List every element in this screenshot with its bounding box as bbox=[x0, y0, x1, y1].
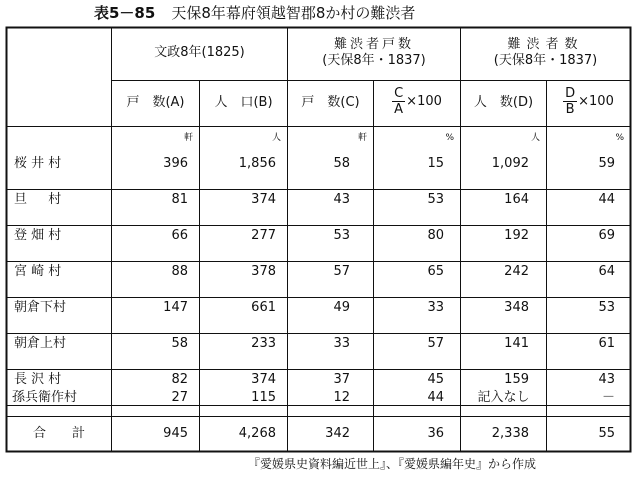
col-header-ca-tail: ×100 bbox=[406, 94, 442, 109]
row-village-name: 朝倉下村 bbox=[14, 300, 67, 315]
table-caption: 天保8年幕府領越智郡8か村の難渋者 bbox=[171, 4, 416, 22]
col-header-d: 人 数(D) bbox=[473, 95, 534, 110]
unit-b: 人 bbox=[271, 133, 281, 143]
cell-c: 58 bbox=[333, 156, 350, 171]
cell-c: 43 bbox=[333, 192, 350, 207]
cell-b: 277 bbox=[251, 228, 276, 243]
row-village-name: 宮 崎 村 bbox=[14, 264, 62, 279]
cell-c: 33 bbox=[333, 336, 350, 351]
cell-b: 1,856 bbox=[238, 156, 276, 171]
unit-a: 軒 bbox=[183, 133, 193, 143]
cell-d: 1,092 bbox=[491, 156, 529, 171]
cell-a: 66 bbox=[171, 228, 188, 243]
cell-db: 55 bbox=[598, 426, 615, 441]
col-header-ca-num: C bbox=[394, 86, 404, 101]
cell-b: 4,268 bbox=[238, 426, 276, 441]
col-header-b: 人 口(B) bbox=[214, 95, 273, 110]
row-village-name: 桜 井 村 bbox=[14, 156, 62, 171]
unit-db: % bbox=[615, 133, 624, 143]
cell-ca: 53 bbox=[427, 192, 444, 207]
cell-ca: 45 bbox=[427, 372, 444, 387]
cell-d: 記入なし bbox=[477, 390, 530, 405]
table-number: 表5－85 bbox=[94, 4, 156, 22]
col-header-c: 戸 数(C) bbox=[301, 95, 360, 110]
cell-b: 378 bbox=[251, 264, 276, 279]
cell-d: 2,338 bbox=[491, 426, 529, 441]
group-header-persons bbox=[461, 37, 630, 69]
cell-c: 12 bbox=[333, 390, 350, 405]
row-village-name: 朝倉上村 bbox=[14, 336, 67, 351]
cell-ca: 44 bbox=[427, 390, 444, 405]
cell-d: 348 bbox=[504, 300, 529, 315]
group-header-persons-sub: (天保8年・1837) bbox=[493, 53, 598, 68]
cell-d: 192 bbox=[504, 228, 529, 243]
group-header-bunsei: 文政8年(1825) bbox=[154, 45, 245, 60]
col-header-ca bbox=[374, 86, 460, 117]
col-header-db-num: D bbox=[565, 86, 576, 101]
cell-b: 374 bbox=[251, 192, 276, 207]
cell-c: 37 bbox=[333, 372, 350, 387]
group-header-households bbox=[288, 37, 460, 69]
row-village-name: 長 沢 村 bbox=[14, 372, 62, 387]
row-village-name: 旦 村 bbox=[14, 192, 62, 207]
cell-b: 115 bbox=[251, 390, 276, 405]
col-header-db-tail: ×100 bbox=[578, 94, 614, 109]
cell-c: 53 bbox=[333, 228, 350, 243]
cell-db: 43 bbox=[598, 372, 615, 387]
source-note: 『愛媛県史資料編近世上』、『愛媛県編年史』から作成 bbox=[248, 457, 537, 471]
cell-d: 159 bbox=[504, 372, 529, 387]
group-header-households-title: 難渋者戸数 bbox=[333, 37, 414, 52]
cell-ca: 65 bbox=[427, 264, 444, 279]
cell-b: 374 bbox=[251, 372, 276, 387]
group-header-persons-title: 難渋者数 bbox=[507, 37, 584, 52]
group-header-households-sub: (天保8年・1837) bbox=[322, 53, 426, 68]
col-header-a: 戸 数(A) bbox=[126, 95, 185, 110]
cell-db: 53 bbox=[598, 300, 615, 315]
col-header-db bbox=[547, 86, 630, 117]
cell-ca: 15 bbox=[427, 156, 444, 171]
cell-d: 164 bbox=[504, 192, 529, 207]
col-header-db-den: B bbox=[565, 102, 575, 117]
cell-a: 945 bbox=[163, 426, 188, 441]
cell-c: 57 bbox=[333, 264, 350, 279]
cell-db: 44 bbox=[598, 192, 615, 207]
unit-ca: % bbox=[445, 133, 454, 143]
row-total-label: 合 計 bbox=[32, 426, 85, 441]
cell-a: 27 bbox=[171, 390, 188, 405]
cell-d: 242 bbox=[504, 264, 529, 279]
cell-db: － bbox=[601, 390, 615, 405]
cell-db: 69 bbox=[598, 228, 615, 243]
cell-b: 233 bbox=[251, 336, 276, 351]
row-village-name: 孫兵衛作村 bbox=[12, 390, 78, 405]
cell-a: 82 bbox=[171, 372, 188, 387]
cell-ca: 33 bbox=[427, 300, 444, 315]
cell-a: 58 bbox=[171, 336, 188, 351]
cell-ca: 57 bbox=[427, 336, 444, 351]
col-header-ca-den: A bbox=[394, 102, 404, 117]
cell-a: 396 bbox=[163, 156, 188, 171]
cell-db: 61 bbox=[598, 336, 615, 351]
cell-a: 88 bbox=[171, 264, 188, 279]
cell-db: 59 bbox=[598, 156, 615, 171]
cell-c: 49 bbox=[333, 300, 350, 315]
cell-c: 342 bbox=[325, 426, 350, 441]
cell-d: 141 bbox=[504, 336, 529, 351]
cell-db: 64 bbox=[598, 264, 615, 279]
cell-a: 81 bbox=[171, 192, 188, 207]
cell-ca: 36 bbox=[427, 426, 444, 441]
unit-c: 軒 bbox=[357, 133, 367, 143]
cell-ca: 80 bbox=[427, 228, 444, 243]
unit-d: 人 bbox=[530, 133, 540, 143]
cell-b: 661 bbox=[251, 300, 276, 315]
row-village-name: 登 畑 村 bbox=[14, 228, 62, 243]
cell-a: 147 bbox=[163, 300, 188, 315]
